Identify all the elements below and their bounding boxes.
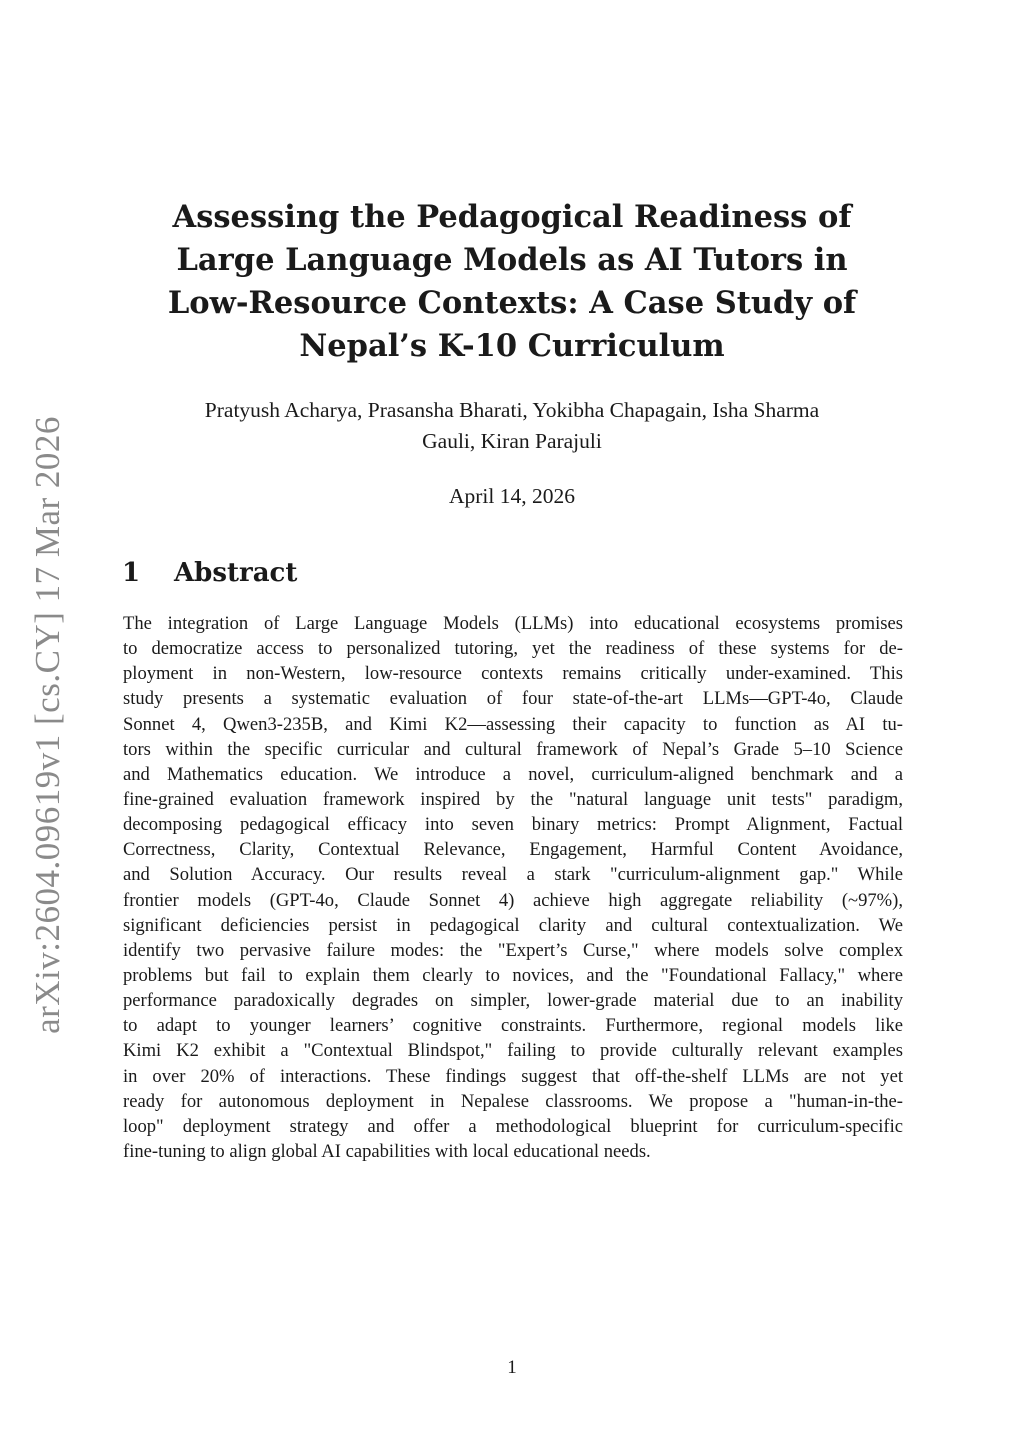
title-line: Large Language Models as AI Tutors in (176, 242, 848, 278)
abstract-line: Correctness, Clarity, Contextual Relevance, Engagement, Harmful Content Avoidance, (123, 839, 903, 861)
abstract-line: Sonnet 4, Qwen3-235B, and Kimi K2—assessing their capacity to function as AI tu- (123, 713, 903, 735)
abstract-line: and Solution Accuracy. Our results reveal a stark "curriculum-alignment gap." While (123, 864, 903, 886)
author-line: Gauli, Kiran Parajuli (422, 429, 602, 453)
paper-title (130, 196, 894, 368)
section-heading-abstract (122, 558, 297, 588)
publication-date (0, 484, 1024, 509)
abstract-line: significant deficiencies persist in pedagogical clarity and cultural contextualization. We (123, 914, 903, 936)
title-line: Low-Resource Contexts: A Case Study of (167, 285, 857, 321)
section-number: 1 (122, 558, 141, 588)
title-line: Nepal’s K-10 Curriculum (299, 328, 725, 364)
abstract-line: frontier models (GPT-4o, Claude Sonnet 4) achieve high aggregate reliability (~97%), (123, 889, 903, 911)
abstract-line: to democratize access to personalized tutoring, yet the readiness of these systems for de- (123, 638, 903, 660)
abstract-line: in over 20% of interactions. These findings suggest that off-the-shelf LLMs are not yet (123, 1065, 903, 1087)
author-list (110, 395, 914, 457)
date-text: April 14, 2026 (448, 484, 575, 508)
abstract-line: and Mathematics education. We introduce a novel, curriculum-aligned benchmark and a (123, 763, 903, 785)
abstract-line: study presents a systematic evaluation of four state-of-the-art LLMs—GPT-4o, Claude (123, 688, 903, 710)
abstract-line: tors within the specific curricular and cultural framework of Nepal’s Grade 5–10 Science (123, 738, 903, 760)
title-line: Assessing the Pedagogical Readiness of (172, 199, 852, 235)
abstract-line: loop" deployment strategy and offer a methodological blueprint for curriculum-specific (123, 1115, 903, 1137)
abstract-line: The integration of Large Language Models (LLMs) into educational ecosystems promises (123, 613, 903, 634)
abstract-line: performance paradoxically degrades on simpler, lower-grade material due to an inability (123, 990, 903, 1012)
abstract-line: identify two pervasive failure modes: the "Expert’s Curse," where models solve complex (123, 939, 903, 961)
abstract-line: ployment in non-Western, low-resource contexts remains critically under-examined. This (123, 663, 903, 685)
abstract-line: problems but fail to explain them clearly to novices, and the "Foundational Fallacy," where (123, 964, 903, 986)
abstract-line: fine-tuning to align global AI capabilities with local educational needs. (123, 1140, 651, 1162)
abstract-line: decomposing pedagogical efficacy into seven binary metrics: Prompt Alignment, Factual (123, 814, 903, 836)
arxiv-identifier-stamp: arXiv:2604.09619v1 [cs.CY] 17 Mar 2026 (28, 416, 67, 1034)
page-number: 1 (507, 1357, 517, 1378)
abstract-line: ready for autonomous deployment in Nepalese classrooms. We propose a "human-in-the- (123, 1090, 903, 1112)
abstract-line: to adapt to younger learners’ cognitive constraints. Furthermore, regional models like (123, 1015, 903, 1037)
author-line: Pratyush Acharya, Prasansha Bharati, Yokibha Chapagain, Isha Sharma (204, 398, 820, 422)
abstract-line: fine-grained evaluation framework inspired by the "natural language unit tests" paradigm, (123, 788, 903, 810)
abstract-line: Kimi K2 exhibit a "Contextual Blindspot," failing to provide culturally relevant examples (123, 1040, 903, 1062)
abstract-body (123, 611, 903, 1164)
section-title: Abstract (174, 558, 298, 588)
